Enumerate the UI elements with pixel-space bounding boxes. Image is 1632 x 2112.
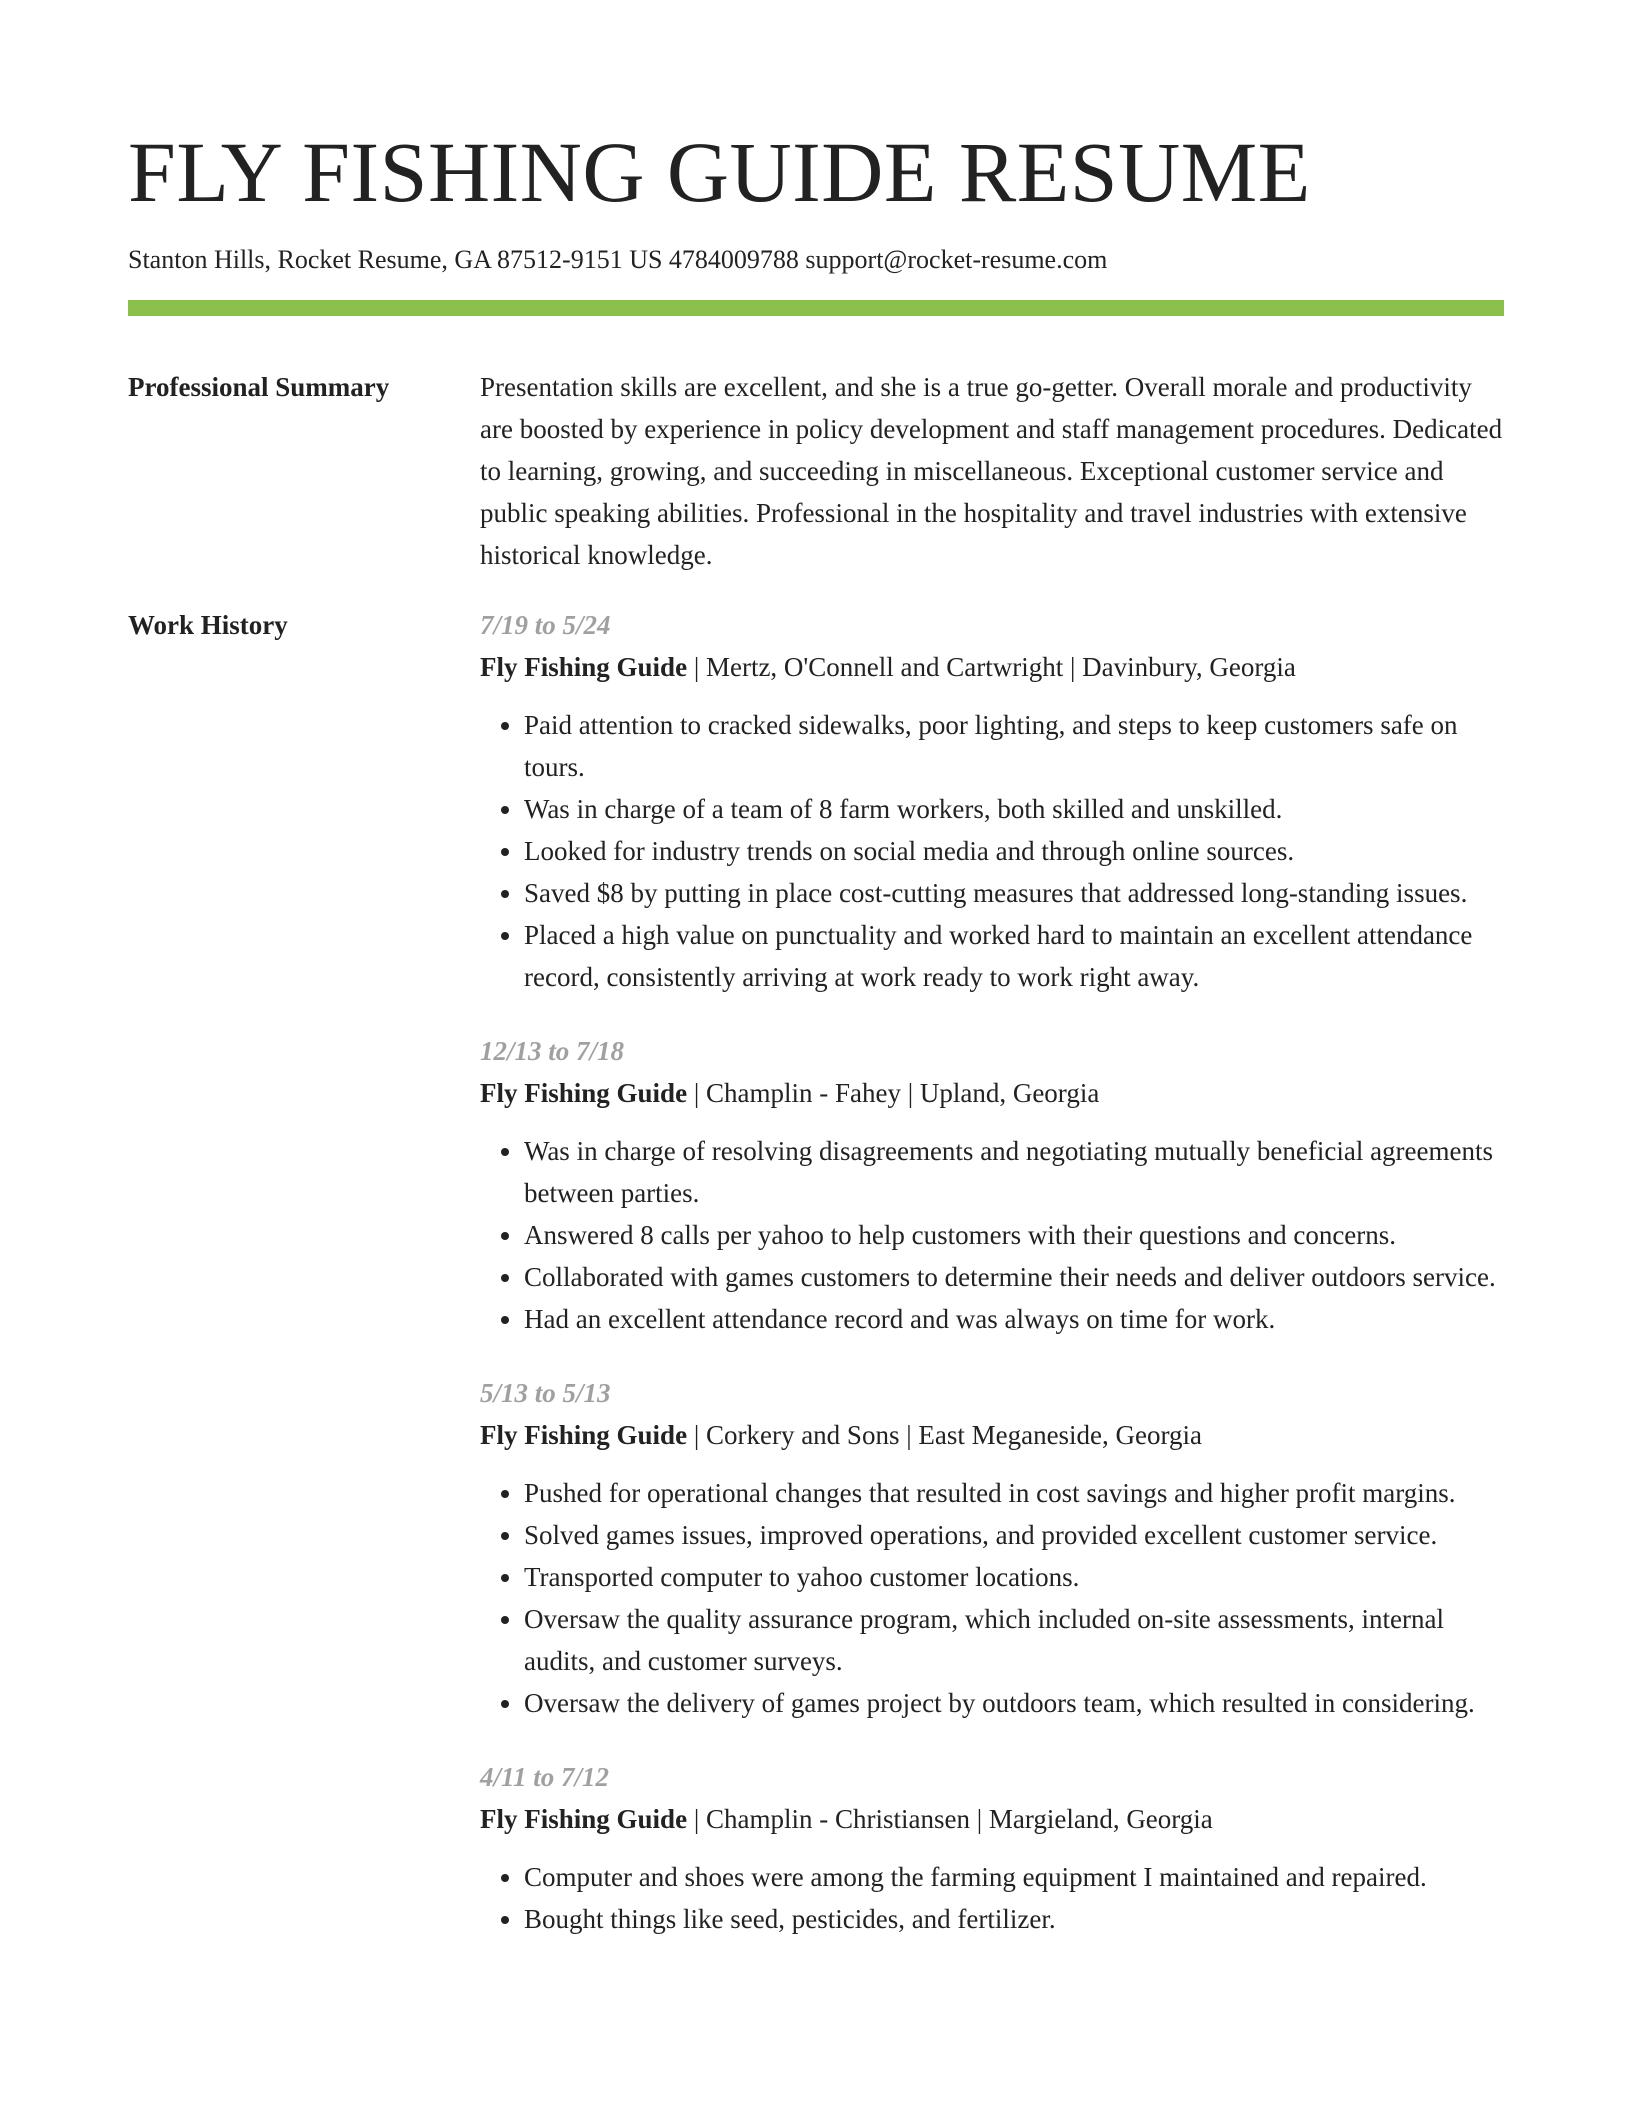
- job-bullet: • Bought things like seed, pesticides, and fertilizer.: [524, 1898, 1504, 1940]
- section-label: Work History: [128, 610, 288, 640]
- section-label: Professional Summary: [128, 372, 390, 402]
- job-entry: [480, 1756, 1504, 1940]
- resume-title: FLY FISHING GUIDE RESUME: [128, 124, 1311, 220]
- job-dates: 4/11 to 7/12: [480, 1762, 610, 1792]
- job-bullet: • Placed a high value on punctuality and worked hard to maintain an excellent attendance record, consistently arriving at work ready to work right away.: [524, 914, 1504, 998]
- job-title: Fly Fishing Guide: [480, 1078, 688, 1108]
- contact-line: Stanton Hills, Rocket Resume, GA 87512-9151 US 4784009788 support@rocket-resume.com: [128, 245, 1108, 274]
- job-bullets: [480, 1130, 1504, 1340]
- job-bullet: • Saved $8 by putting in place cost-cutting measures that addressed long-standing issues.: [524, 872, 1504, 914]
- job-bullet: • Had an excellent attendance record and was always on time for work.: [524, 1298, 1504, 1340]
- job-bullet: • Looked for industry trends on social media and through online sources.: [524, 830, 1504, 872]
- section-work-history: [128, 604, 1504, 1972]
- job-bullet: • Oversaw the delivery of games project by outdoors team, which resulted in considering.: [524, 1682, 1504, 1724]
- job-bullet: • Answered 8 calls per yahoo to help customers with their questions and concerns.: [524, 1214, 1504, 1256]
- job-bullet: • Oversaw the quality assurance program, which included on-site assessments, internal audits, and customer surveys.: [524, 1598, 1504, 1682]
- job-employer-location: | Champlin - Fahey | Upland, Georgia: [687, 1078, 1100, 1108]
- job-heading: [480, 1414, 1504, 1456]
- job-entry: [480, 1030, 1504, 1340]
- job-title: Fly Fishing Guide: [480, 652, 688, 682]
- job-bullet: • Solved games issues, improved operations, and provided excellent customer service.: [524, 1514, 1504, 1556]
- job-bullet: • Transported computer to yahoo customer locations.: [524, 1556, 1504, 1598]
- section-body: [480, 366, 1504, 576]
- job-bullet: • Paid attention to cracked sidewalks, poor lighting, and steps to keep customers safe on tours.: [524, 704, 1504, 788]
- job-employer-location: | Corkery and Sons | East Meganeside, Georgia: [687, 1420, 1203, 1450]
- job-bullets: [480, 1856, 1504, 1940]
- job-employer-location: | Champlin - Christiansen | Margieland, Georgia: [687, 1804, 1213, 1834]
- job-bullet: • Collaborated with games customers to determine their needs and deliver outdoors service.: [524, 1256, 1504, 1298]
- job-entry: [480, 1372, 1504, 1724]
- resume-page: [128, 0, 1504, 1972]
- job-heading: [480, 646, 1504, 688]
- job-dates: 12/13 to 7/18: [480, 1036, 625, 1066]
- job-title: Fly Fishing Guide: [480, 1420, 688, 1450]
- job-title: Fly Fishing Guide: [480, 1804, 688, 1834]
- job-bullet: • Was in charge of resolving disagreements and negotiating mutually beneficial agreements between parties.: [524, 1130, 1504, 1214]
- jobs-list: [480, 604, 1504, 1972]
- job-bullet: • Pushed for operational changes that resulted in cost savings and higher profit margins.: [524, 1472, 1504, 1514]
- job-bullets: [480, 704, 1504, 998]
- accent-divider: [128, 300, 1504, 316]
- job-dates: 7/19 to 5/24: [480, 610, 611, 640]
- job-dates: 5/13 to 5/13: [480, 1378, 611, 1408]
- summary-text: Presentation skills are excellent, and she is a true go-getter. Overall morale and productivity are boosted by experience in policy development and staff management procedures. Dedicated to learning, growing, and succeeding in miscellaneous. Exceptional customer service and public speaking abilities. Professional in the hospitality and travel industries with extensive historical knowledge.: [480, 372, 1503, 570]
- job-entry: [480, 604, 1504, 998]
- job-heading: [480, 1072, 1504, 1114]
- job-employer-location: | Mertz, O'Connell and Cartwright | Davinbury, Georgia: [687, 652, 1296, 682]
- job-bullets: [480, 1472, 1504, 1724]
- section-professional-summary: [128, 366, 1504, 576]
- job-bullet: • Was in charge of a team of 8 farm workers, both skilled and unskilled.: [524, 788, 1504, 830]
- job-heading: [480, 1798, 1504, 1840]
- job-bullet: • Computer and shoes were among the farming equipment I maintained and repaired.: [524, 1856, 1504, 1898]
